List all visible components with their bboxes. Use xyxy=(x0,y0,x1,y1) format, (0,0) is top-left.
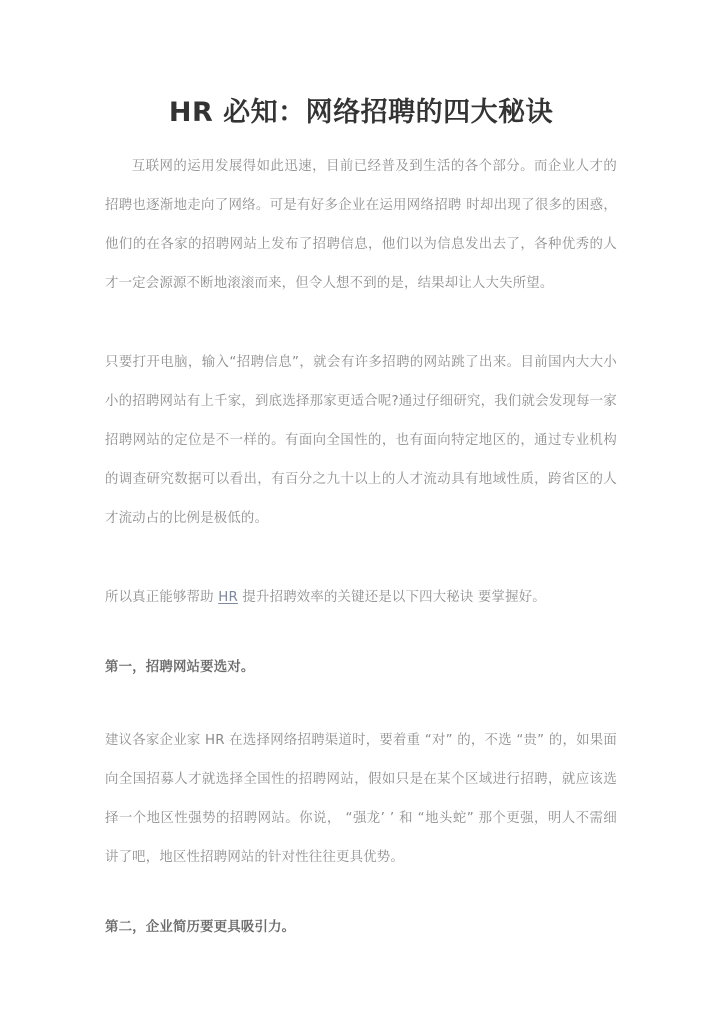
paragraph-key-points-lead xyxy=(105,578,617,617)
spacer xyxy=(105,130,617,147)
paragraph-site-selection: 只要打开电脑，输入“招聘信息”，就会有许多招聘的网站跳了出来。目前国内大大小小的招聘网站有上千家，到底选择那家更适合呢?通过仔细研究，我们就会发现每一家招聘网站的定位是不一样的。有面向全国性的，也有面向特定地区的，通过专业机构的调查研究数据可以看出，有百分之九十以上的人才流动具有地域性质，跨省区的人才流动占的比例是极低的。 xyxy=(105,355,617,527)
lead-text-after-link: 提升招聘效率的关键还是以下四大秘诀 要掌握好。 xyxy=(237,590,546,606)
paragraph-intro: 互联网的运用发展得如此迅速，目前已经普及到生活的各个部分。而企业人才的招聘也逐渐地走向了网络。可是有好多企业在运用网络招聘 时却出现了很多的困惑，他们的在各家的招聘网站上发布了招聘信息，他们以为信息发出去了，各种优秀的人才一定会源源不断地滚滚而来，但令人想不到的是，结果却让人大失所望。 xyxy=(105,159,617,292)
spacer xyxy=(105,681,617,721)
heading-tip-one: 第一，招聘网站要选对。 xyxy=(105,660,255,676)
paragraph-tip-one-body: 建议各家企业家 HR 在选择网络招聘渠道时，要着重 “对” 的，不选 “贵” 的，如果面向全国招募人才就选择全国性的招聘网站，假如只是在某个区域进行招聘，就应该选择一个地区性强势的招聘网站。你说， “强龙’ ’ 和 “地头蛇” 那个更强，明人不需细讲了吧，地区性招聘网站的针对性往往更具优势。 xyxy=(105,733,617,866)
page-title: HR 必知：网络招聘的四大秘诀 xyxy=(168,97,554,128)
lead-text-before-link: 所以真正能够帮助 xyxy=(105,590,219,606)
spacer xyxy=(105,303,617,343)
spacer xyxy=(105,538,617,578)
heading-tip-two: 第二，企业简历要更具吸引力。 xyxy=(105,920,296,936)
spacer xyxy=(105,877,617,915)
hr-link[interactable]: HR xyxy=(218,590,238,606)
spacer xyxy=(105,617,617,655)
